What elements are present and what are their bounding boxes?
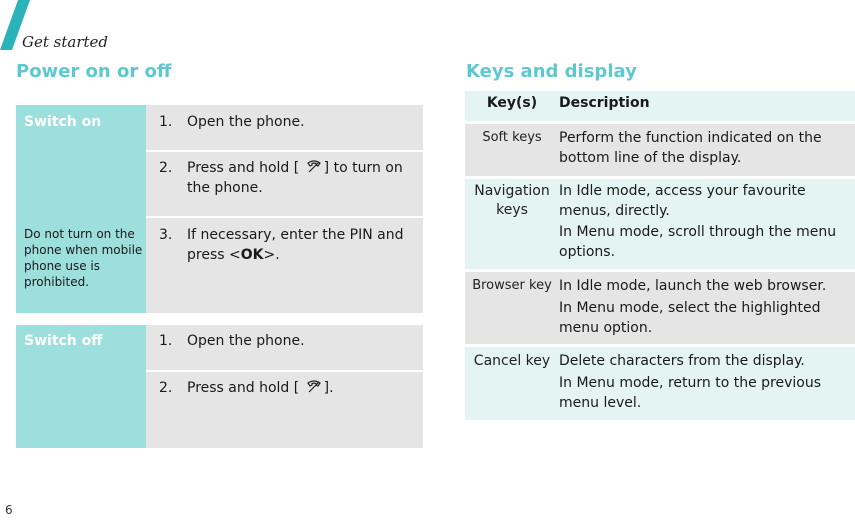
keys-section-title: Keys and display — [466, 61, 637, 82]
power-section-title: Power on or off — [16, 61, 172, 82]
key-desc-browser-1: In Idle mode, launch the web browser. — [559, 278, 827, 294]
key-name-cancel-key: Cancel key — [473, 353, 551, 369]
end-call-key-icon — [304, 160, 324, 174]
key-desc-cancel-1: Delete characters from the display. — [559, 353, 805, 369]
switch-on-step-2: 2. Press and hold [ ] to turn on the phone. — [159, 160, 403, 196]
header-section-label: Get started — [22, 33, 109, 51]
switch-off-label: Switch off — [24, 333, 103, 349]
switch-on-step-1: 1. Open the phone. — [159, 114, 305, 130]
switch-on-note: Do not turn on the phone when mobile phone use is prohibited. — [24, 227, 143, 289]
switch-on-steps-cell — [146, 105, 423, 313]
key-desc-browser-2: In Menu mode, select the highlighted menu option. — [559, 300, 821, 336]
key-desc-cancel-2: In Menu mode, return to the previous menu level. — [559, 375, 821, 411]
key-desc-navigation-1: In Idle mode, access your favourite menus, directly. — [559, 183, 806, 219]
switch-off-step-2: 2. Press and hold [ ]. — [159, 380, 334, 396]
row-divider — [146, 150, 423, 152]
row-divider — [146, 216, 423, 218]
page-number: 6 — [5, 503, 13, 517]
key-desc-navigation-2: In Menu mode, scroll through the menu options. — [559, 224, 837, 260]
key-name-soft-keys: Soft keys — [482, 130, 542, 145]
keys-header-description: Description — [559, 95, 650, 111]
key-desc-soft-keys: Perform the function indicated on the bottom line of the display. — [559, 130, 822, 166]
row-divider — [146, 370, 423, 372]
ok-softkey-label: OK — [240, 247, 264, 263]
switch-on-label: Switch on — [24, 114, 102, 130]
switch-off-step-1: 1. Open the phone. — [159, 333, 305, 349]
key-name-navigation-keys: Navigation keys — [474, 183, 550, 218]
switch-on-step-3: 3. If necessary, enter the PIN and press <OK>. — [159, 227, 404, 263]
key-name-browser-key: Browser key — [472, 278, 552, 293]
end-call-key-icon — [304, 380, 324, 394]
keys-header-key: Key(s) — [486, 95, 538, 111]
